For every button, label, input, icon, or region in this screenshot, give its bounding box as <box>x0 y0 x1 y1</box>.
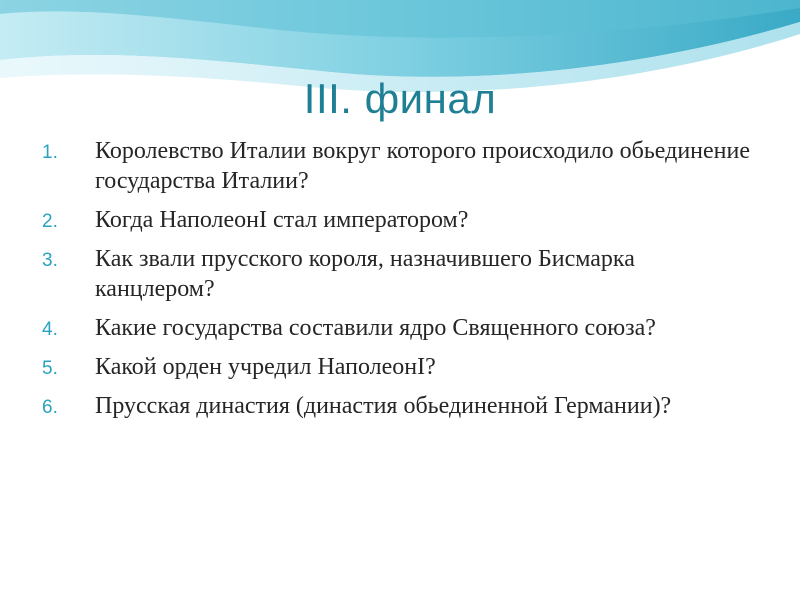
list-item <box>0 313 800 343</box>
item-number: 6. <box>42 397 58 418</box>
item-text: Прусская династия (династия обьединенной Германии)? <box>95 393 672 419</box>
item-text: Какой орден учредил НаполеонI? <box>95 354 436 380</box>
item-text: Когда НаполеонI стал императором? <box>95 207 469 233</box>
item-number: 2. <box>42 211 58 232</box>
item-number: 1. <box>42 142 58 163</box>
item-text: Как звали прусского короля, назначившего Бисмарка канцлером? <box>95 246 635 302</box>
list-item <box>0 136 800 196</box>
item-text: Королевство Италии вокруг которого происходило обьединение государства Италии? <box>95 138 750 194</box>
list-item <box>0 244 800 304</box>
slide-title: III. финал <box>303 75 497 122</box>
item-number: 4. <box>42 319 58 340</box>
list-item <box>0 391 800 421</box>
question-list <box>0 136 800 430</box>
item-text: Какие государства составили ядро Священного союза? <box>95 315 656 341</box>
list-item <box>0 352 800 382</box>
list-item <box>0 205 800 235</box>
item-number: 3. <box>42 250 58 271</box>
item-number: 5. <box>42 358 58 379</box>
